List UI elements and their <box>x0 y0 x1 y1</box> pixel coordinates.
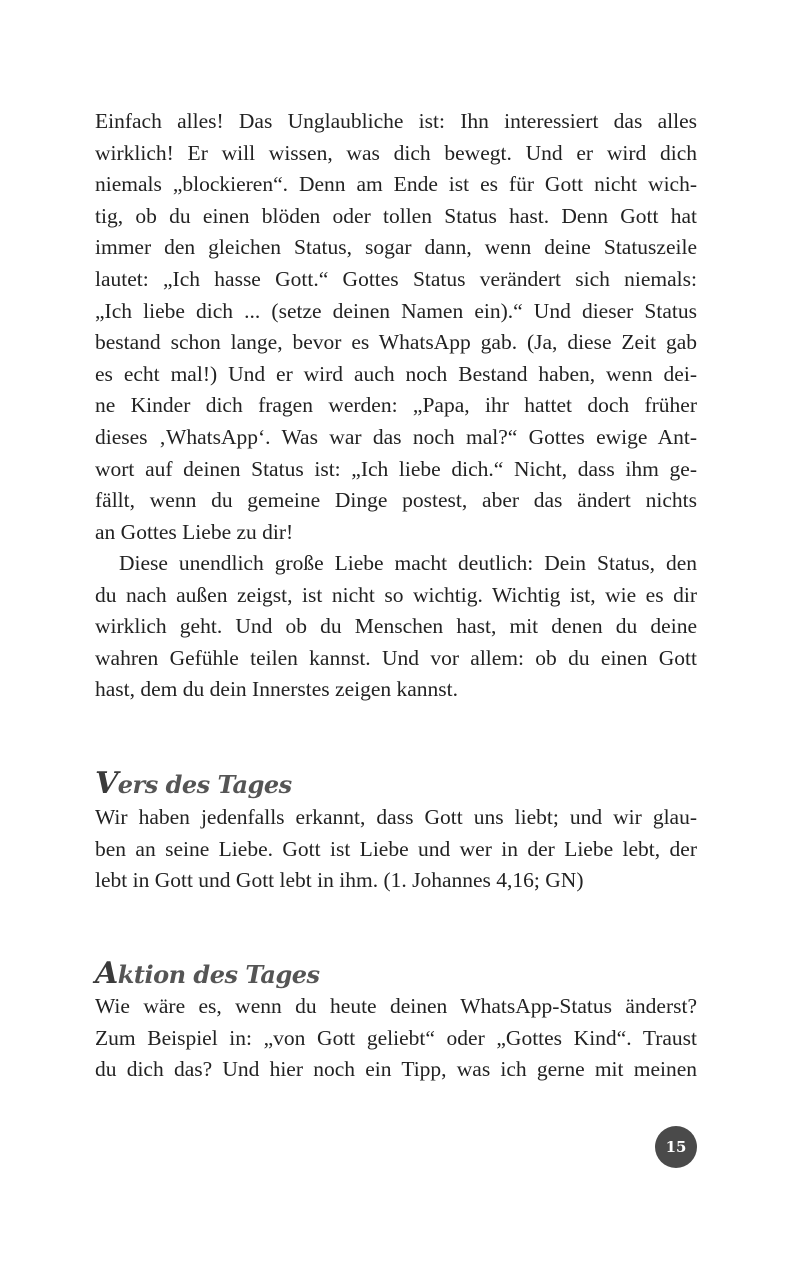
text-line: fällt, wenn du gemeine Dinge postest, aber das ändert nichts <box>95 488 697 513</box>
verse-text <box>95 802 697 897</box>
aktion-text <box>95 991 697 1086</box>
text-line: Zum Beispiel in: „von Gott geliebt“ oder „Gottes Kind“. Traust <box>95 1025 697 1050</box>
text-line: wirklich geht. Und ob du Menschen hast, mit denen du deine <box>95 614 697 639</box>
text-line: wirklich! Er will wissen, was dich bewegt. Und er wird dich <box>95 140 697 165</box>
text-line: es echt mal!) Und er wird auch noch Bestand haben, wenn dei- <box>95 361 697 386</box>
text-line: lautet: „Ich hasse Gott.“ Gottes Status verändert sich niemals: <box>95 266 697 291</box>
text-line: hast, dem du dein Innerstes zeigen kannst. <box>95 677 459 702</box>
heading-text: ers des Tages <box>117 770 292 799</box>
text-line: immer den gleichen Status, sogar dann, wenn deine Statuszeile <box>95 235 697 260</box>
text-line: du nach außen zeigst, ist nicht so wichtig. Wichtig ist, wie es dir <box>95 582 697 607</box>
text-line: du dich das? Und hier noch ein Tipp, was ich gerne mit meinen <box>95 1057 697 1082</box>
heading-text: ktion des Tages <box>117 960 320 989</box>
text-line: bestand schon lange, bevor es WhatsApp gab. (Ja, diese Zeit gab <box>95 330 697 355</box>
paragraph-1 <box>95 106 697 548</box>
text-line: wahren Gefühle teilen kannst. Und vor allem: ob du einen Gott <box>95 645 697 670</box>
text-line: niemals „blockieren“. Denn am Ende ist es für Gott nicht wich- <box>95 172 697 197</box>
text-line: ne Kinder dich fragen werden: „Papa, ihr hattet doch früher <box>95 393 697 418</box>
text-line: Diese unendlich große Liebe macht deutlich: Dein Status, den <box>119 551 697 575</box>
text-line: „Ich liebe dich ... (setze deinen Namen ein).“ Und dieser Status <box>95 298 697 323</box>
heading-initial: A <box>95 956 118 991</box>
text-line: wort auf deinen Status ist: „Ich liebe dich.“ Nicht, dass ihm ge- <box>95 456 697 481</box>
heading-initial: V <box>95 766 118 801</box>
text-line: tig, ob du einen blöden oder tollen Status hast. Denn Gott hat <box>95 203 697 228</box>
section-heading-vers <box>95 766 292 801</box>
text-line: lebt in Gott und Gott lebt in ihm. (1. Johannes 4,16; GN) <box>95 868 584 893</box>
text-line: ben an seine Liebe. Gott ist Liebe und wer in der Liebe lebt, der <box>95 836 697 861</box>
text-line: Wie wäre es, wenn du heute deinen WhatsApp-Status änderst? <box>95 994 697 1018</box>
text-line: Einfach alles! Das Unglaubliche ist: Ihn interessiert das alles <box>95 109 697 133</box>
page-number-badge: 15 <box>655 1126 697 1168</box>
paragraph-2 <box>95 548 697 706</box>
text-line: Wir haben jedenfalls erkannt, dass Gott uns liebt; und wir glau- <box>95 805 697 829</box>
section-heading-aktion <box>95 956 320 991</box>
text-line: an Gottes Liebe zu dir! <box>95 519 294 544</box>
text-line: dieses ‚WhatsApp‘. Was war das noch mal?“ Gottes ewige Ant- <box>95 424 697 449</box>
